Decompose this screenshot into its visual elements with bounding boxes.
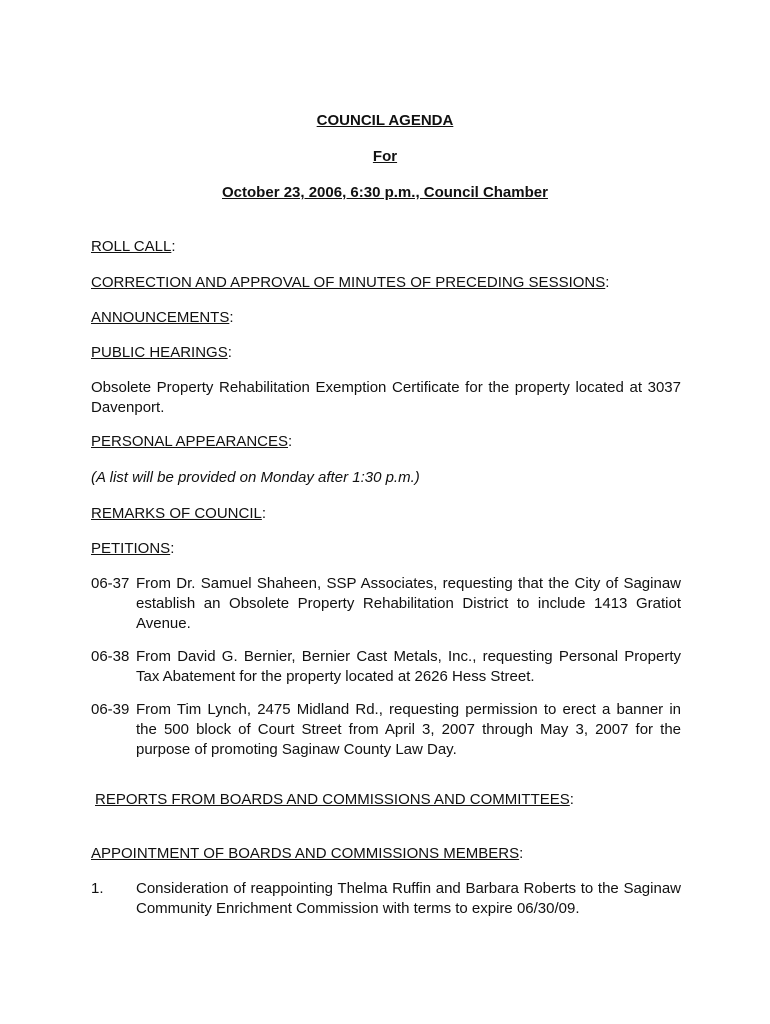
petition-text: From Tim Lynch, 2475 Midland Rd., requesting permission to erect a banner in the 500 block of Court Street from April 3, 2007 through May 3, 2007 for the purpose of promoting Saginaw County Law Day. <box>136 701 681 758</box>
section-public-hearings: PUBLIC HEARINGS: <box>91 344 232 361</box>
appointment-number: 1. <box>91 880 104 897</box>
title-for: For <box>372 148 398 165</box>
petition-item <box>91 700 681 760</box>
section-personal-appearances: PERSONAL APPEARANCES: <box>91 433 293 450</box>
petition-item <box>91 647 681 687</box>
meeting-date-line: October 23, 2006, 6:30 p.m., Council Chamber <box>222 184 548 201</box>
petition-number: 06-37 <box>91 575 130 592</box>
section-correction-minutes: CORRECTION AND APPROVAL OF MINUTES OF PRECEDING SESSIONS: <box>91 274 610 291</box>
section-announcements: ANNOUNCEMENTS: <box>91 309 234 326</box>
document-title: COUNCIL AGENDA <box>316 112 454 129</box>
section-appointments: APPOINTMENT OF BOARDS AND COMMISSIONS MEMBERS: <box>91 845 524 862</box>
petition-text: From David G. Bernier, Bernier Cast Metals, Inc., requesting Personal Property Tax Abatement for the property located at 2626 Hess Street. <box>136 648 681 685</box>
personal-appearances-note: (A list will be provided on Monday after 1:30 p.m.) <box>91 469 420 486</box>
petition-number: 06-38 <box>91 648 130 665</box>
petition-item <box>91 574 681 634</box>
section-roll-call: ROLL CALL: <box>91 238 176 255</box>
section-remarks-of-council: REMARKS OF COUNCIL: <box>91 505 267 522</box>
appointment-text: Consideration of reappointing Thelma Ruffin and Barbara Roberts to the Saginaw Community Enrichment Commission with terms to expire 06/30/09. <box>136 880 681 917</box>
petition-number: 06-39 <box>91 701 130 718</box>
section-reports: REPORTS FROM BOARDS AND COMMISSIONS AND COMMITTEES: <box>95 791 574 808</box>
public-hearing-item: Obsolete Property Rehabilitation Exemption Certificate for the property located at 3037 Davenport. <box>91 379 681 416</box>
petition-text: From Dr. Samuel Shaheen, SSP Associates, requesting that the City of Saginaw establish an Obsolete Property Rehabilitation District to include 1413 Gratiot Avenue. <box>136 575 681 632</box>
section-petitions: PETITIONS: <box>91 540 175 557</box>
appointment-item <box>91 879 681 919</box>
